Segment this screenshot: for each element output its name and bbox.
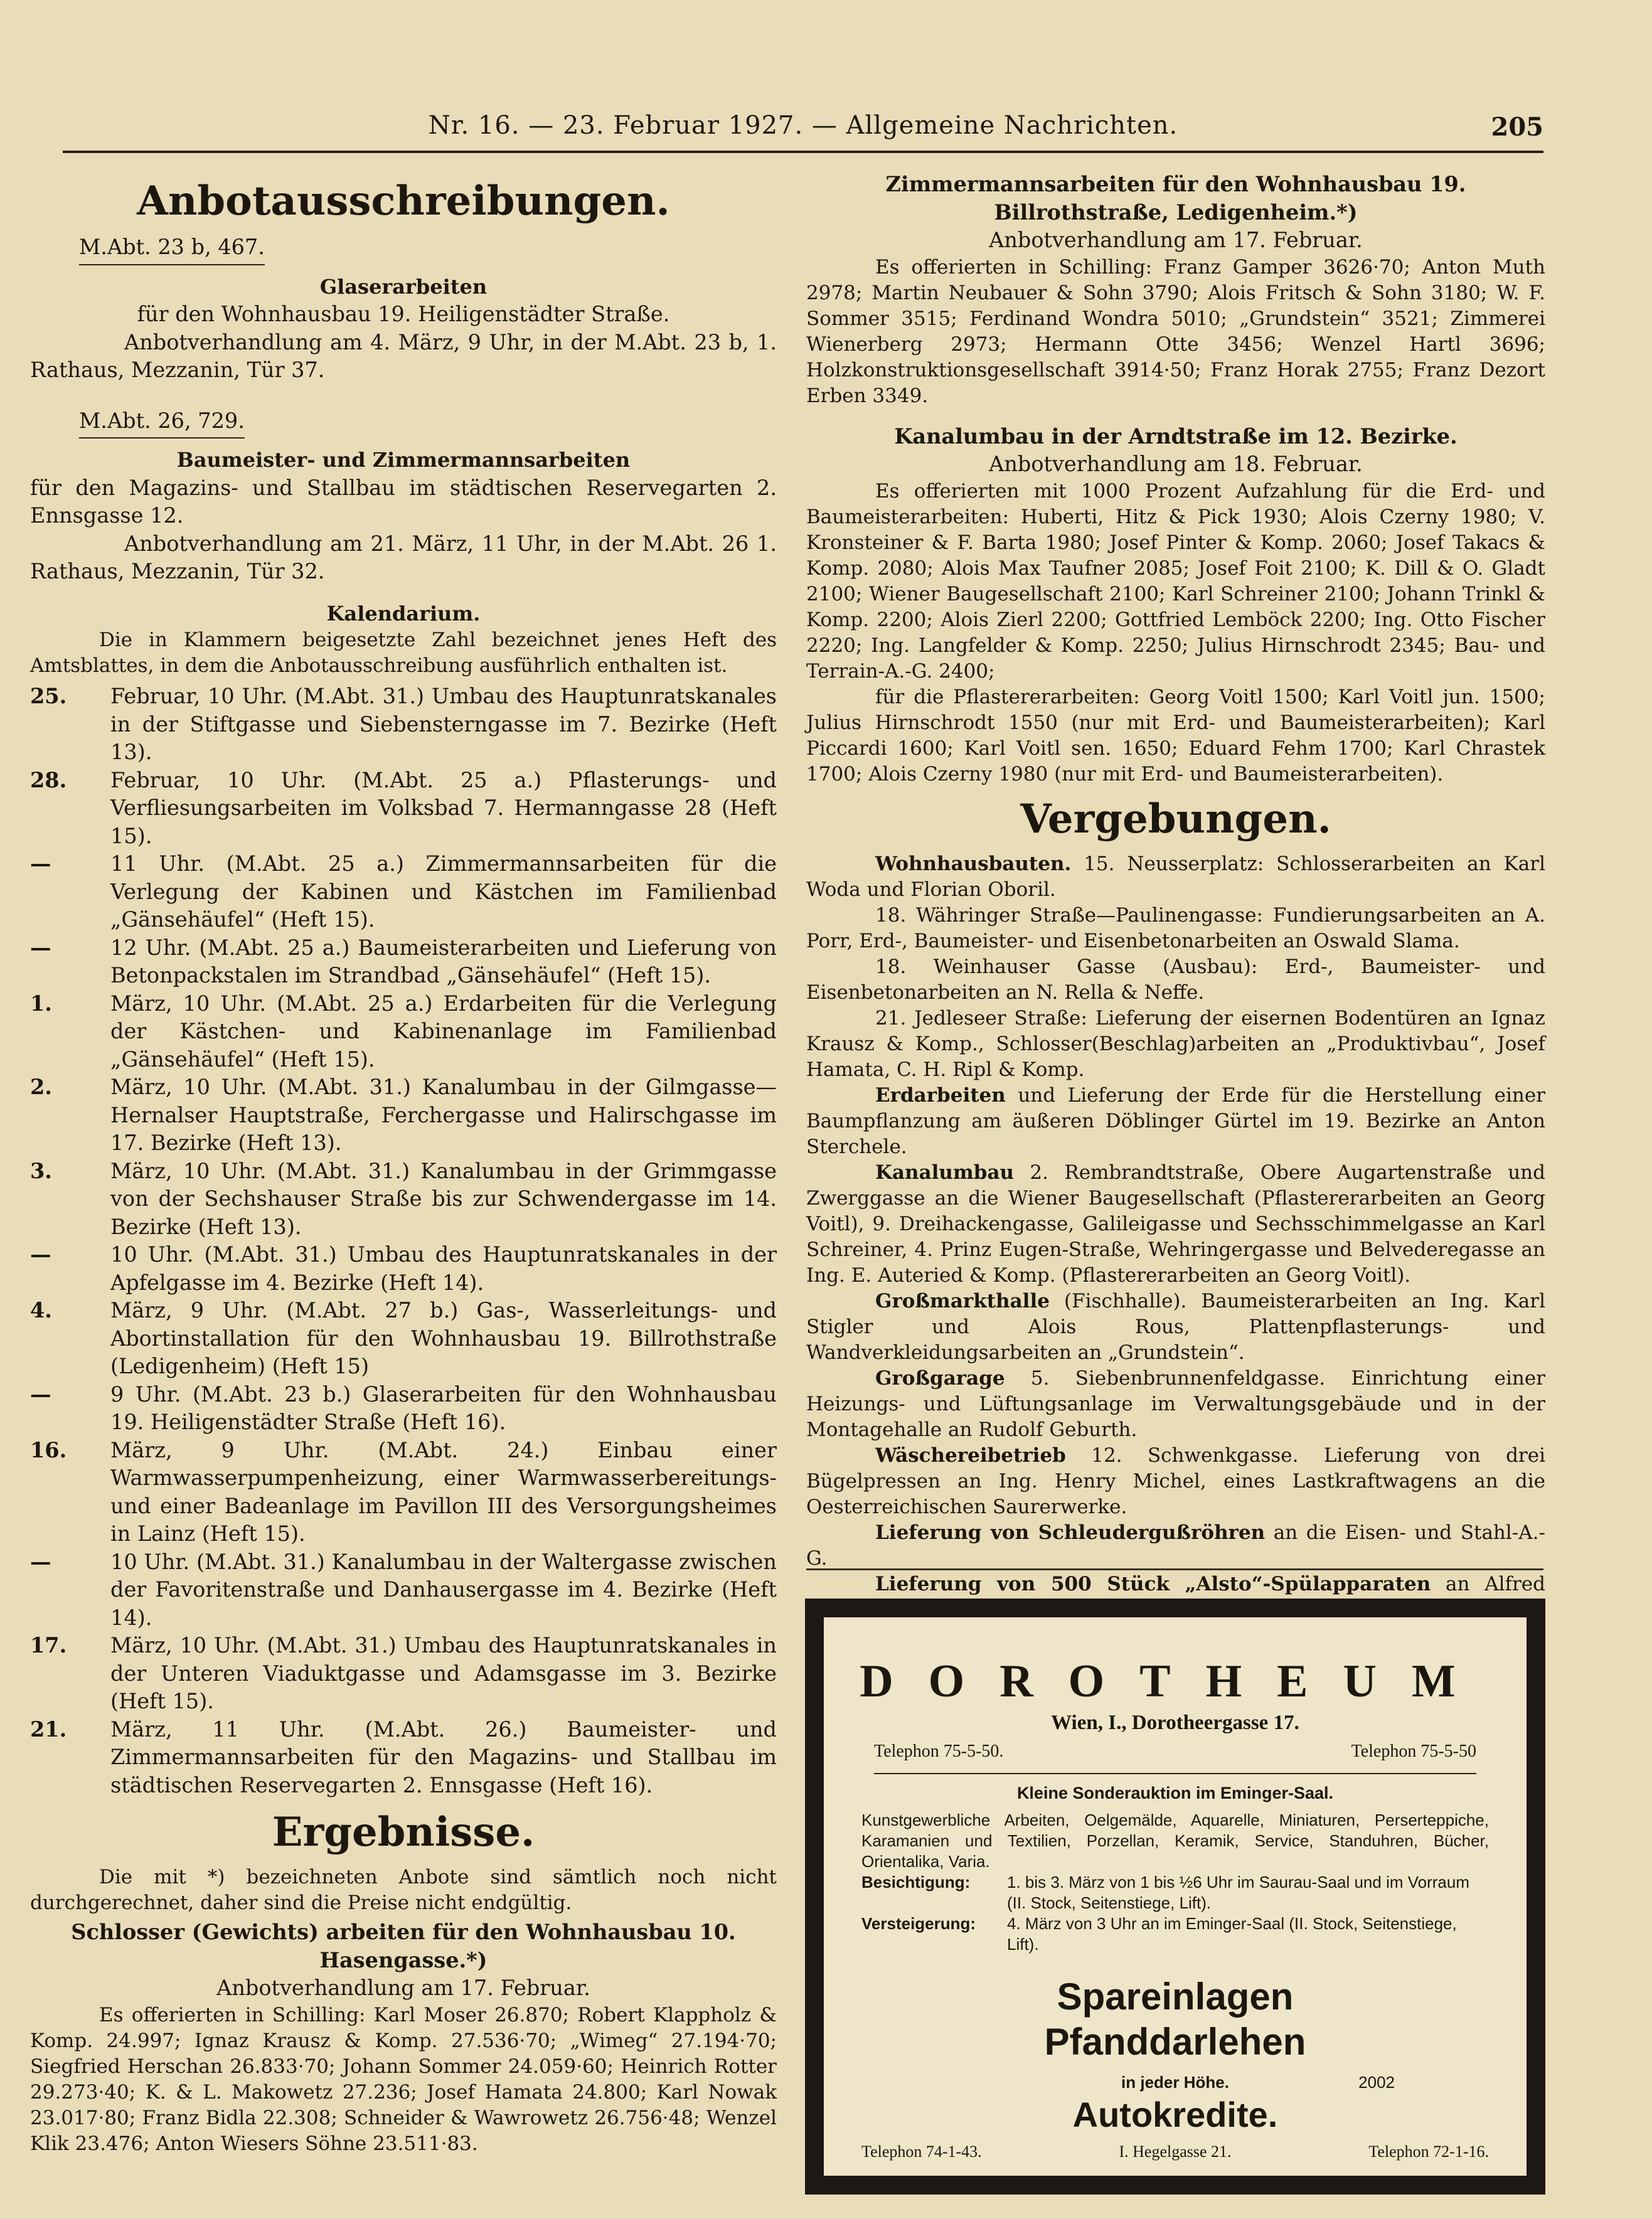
award-item (806, 954, 1545, 1006)
award-text: und Lieferung der Erde für die Herstellung einer Baumpflanzung am äußeren Döblinger Gürtel im 19. Bezirke an Anton Sterchele. (806, 1083, 1545, 1158)
tender1-text: Anbotverhandlung am 4. März, 9 Uhr, in der M.Abt. 23 b, 1. Rathaus, Mezzanin, Tür 37. (30, 329, 777, 382)
calendar-entry (30, 1157, 777, 1242)
left-column (30, 171, 777, 2157)
award-text: 18. Weinhauser Gasse (Ausbau): Erd-, Baumeister- und Eisenbetonarbeiten an N. Rella & Neffe. (806, 955, 1545, 1004)
advert-viewing-label: Besichtigung: (861, 1873, 971, 1892)
award-lead: Wohnhausbauten. (875, 852, 1072, 875)
award-lead: Wäschereibetrieb (875, 1444, 1066, 1467)
result1-heading: Schlosser (Gewichts) arbeiten für den Wohnhausbau 10. Hasengasse.*) (71, 1920, 736, 1972)
calendar-text: März, 11 Uhr. (M.Abt. 26.) Baumeister- und Zimmermannsarbeiten für den Magazins- und Stallbau im städtischen Reservegarten 2. Ennsgasse (Heft 16). (110, 1716, 777, 1797)
advert-auction-label: Versteigerung: (861, 1914, 976, 1933)
title-awards: Vergebungen. (1020, 795, 1331, 843)
calendar-entry (30, 1437, 777, 1548)
calendar-text: März, 9 Uhr. (M.Abt. 24.) Einbau einer Warmwasserpumpenheizung, einer Warmwasserbereitungs- und einer Badeanlage im Pavillon III des Versorgungsheimes in Lainz (Heft 15). (110, 1437, 777, 1546)
awards-list (806, 851, 1545, 1623)
award-lead: Lieferung von 500 Stück „Alsto“-Spülapparaten (875, 1572, 1431, 1595)
page-header (63, 104, 1543, 154)
award-lead: Lieferung von Schleudergußröhren (875, 1521, 1266, 1544)
calendar-text: März, 9 Uhr. (M.Abt. 27 b.) Gas-, Wasserleitungs- und Abortinstallation für den Wohnhausbau 19. Billrothstraße (Ledigenheim) (Heft 15) (110, 1298, 777, 1378)
calendar-entry (30, 683, 777, 767)
calendar-text: März, 10 Uhr. (M.Abt. 31.) Kanalumbau in der Gilmgasse—Hernalser Hauptstraße, Ferchergasse und Halirschgasse im 17. Bezirke (Heft 13). (110, 1075, 777, 1155)
calendar-heading: Kalendarium. (326, 601, 481, 625)
award-item (806, 1160, 1545, 1289)
award-item (806, 1006, 1545, 1083)
calendar-date: 2. (30, 1075, 52, 1099)
calendar-entry (30, 1297, 777, 1381)
calendar-date: — (30, 851, 51, 876)
calendar-entry (30, 990, 777, 1074)
title-results: Ergebnisse. (272, 1809, 535, 1856)
calendar-text: 10 Uhr. (M.Abt. 31.) Kanalumbau in der Waltergasse zwischen der Favoritenstraße und Danhausergasse im 4. Bezirke (Heft 14). (110, 1549, 777, 1630)
award-item (806, 1520, 1545, 1572)
advert-viewing-text: 1. bis 3. März von 1 bis ½6 Uhr im Saurau-Saal und im Vorraum (II. Stock, Seitenstiege, Lift). (1007, 1873, 1469, 1912)
award-text: 21. Jedleseer Straße: Lieferung der eisernen Bodentüren an Ignaz Krausz & Komp., Schlosser(Beschlag)arbeiten an „Produktivbau“, Josef Hamata, C. H. Ripl & Komp. (806, 1006, 1545, 1081)
tender1-line: für den Wohnhausbau 19. Heiligenstädter Straße. (137, 302, 670, 326)
calendar-entry (30, 1716, 777, 1800)
award-text: (Fischhalle). Baumeisterarbeiten an Ing. Karl Stigler und Alois Rous, Plattenpflasterungs- und Wandverkleidungsarbeiten an „Grundstein“. (806, 1289, 1545, 1364)
award-lead: Großgarage (875, 1366, 1005, 1390)
advert-pawn-loans: Pfanddarlehen (1044, 2021, 1306, 2063)
advert-phone-right: Telephon 75-5-50 (1351, 1742, 1476, 1761)
result1-line: Anbotverhandlung am 17. Februar. (216, 1976, 590, 2000)
calendar-date: 4. (30, 1298, 52, 1322)
calendar-date: 28. (30, 767, 67, 792)
calendar-entry (30, 767, 777, 851)
advert-auction-when: 4. März von 3 Uhr an im Eminger-Saal (II. Stock, Seitenstiege, Lift). (1007, 1914, 1457, 1954)
calendar-text: 9 Uhr. (M.Abt. 23 b.) Glaserarbeiten für den Wohnhausbau 19. Heiligenstädter Straße (Heft 16). (110, 1381, 777, 1434)
calendar-date: 17. (30, 1633, 67, 1658)
calendar-text: 10 Uhr. (M.Abt. 31.) Umbau des Hauptunratskanales in der Apfelgasse im 4. Bezirke (Heft 14). (110, 1242, 777, 1295)
tender1-ref: M.Abt. 23 b, 467. (79, 233, 265, 265)
calendar-text: März, 10 Uhr. (M.Abt. 31.) Umbau des Hauptunratskanales in der Unteren Viaduktgasse und Adamsgasse im 3. Bezirke (Heft 15). (110, 1633, 777, 1713)
calendar-date: — (30, 1381, 51, 1407)
advert-rule (806, 1568, 1543, 1570)
running-head: Nr. 16. — 23. Februar 1927. — Allgemeine Nachrichten. (428, 111, 1178, 140)
advert-foot-address: I. Hegelgasse 21. (1119, 2142, 1232, 2161)
header-rule (63, 151, 1543, 153)
advert-any-amount: in jeder Höhe. (1121, 2073, 1229, 2092)
advert-car-loans: Autokredite. (1072, 2095, 1278, 2134)
advert-auction-row (861, 1913, 1489, 1955)
award-text: 12. Schwenkgasse. Lieferung von drei Bügelpressen an Ing. Henry Michel, eines Lastkraftwagens an die Oesterreichischen Saurerwerke. (806, 1444, 1545, 1518)
advert-foot-phone-left: Telephon 74-1-43. (861, 2142, 982, 2161)
tender2-heading: Baumeister- und Zimmermannsarbeiten (176, 448, 631, 472)
tender2-ref: M.Abt. 26, 729. (79, 407, 245, 439)
calendar-date: 3. (30, 1158, 52, 1183)
calendar-text: März, 10 Uhr. (M.Abt. 25 a.) Erdarbeiten für die Verlegung der Kästchen- und Kabinenanlage im Familienbad „Gänsehäufel“ (Heft 15). (110, 991, 777, 1072)
calendar-entry (30, 934, 777, 990)
results-note: Die mit *) bezeichneten Anbote sind sämtlich noch nicht durchgerechnet, daher sind die Preise nicht endgültig. (30, 1866, 777, 1914)
award-item (806, 1443, 1545, 1520)
calendar-entry (30, 1073, 777, 1157)
title-tenders: Anbotausschreibungen. (137, 178, 670, 225)
tender1-heading: Glaserarbeiten (319, 274, 488, 299)
award-text: 5. Siebenbrunnenfeldgasse. Einrichtung einer Heizungs- und Lüftungsanlage im Verwaltungsgebäude und in der Montagehalle an Rudolf Geburth. (806, 1366, 1545, 1441)
tender2-line: für den Magazins- und Stallbau im städtischen Reservegarten 2. Ennsgasse 12. (30, 475, 777, 528)
award-item (806, 1083, 1545, 1160)
calendar-text: 12 Uhr. (M.Abt. 25 a.) Baumeisterarbeiten und Lieferung von Betonpackstalen im Strandbad „Gänsehäufel“ (Heft 15). (110, 935, 777, 987)
result2-text: Es offerierten in Schilling: Franz Gamper 3626·70; Anton Muth 2978; Martin Neubauer & Sohn 3790; Alois Fritsch & Sohn 3180; W. F. Sommer 3515; Ferdinand Wondra 5010; „Grundstein“ 3521; Zimmerei Wienerberg 2973; Hermann Otte 3456; Wenzel Hartl 3696; Holzkonstruktionsgesellschaft 3914·50; Franz Horak 2755; Franz Dezort Erben 3349. (806, 255, 1545, 407)
calendar-intro: Die in Klammern beigesetzte Zahl bezeichnet jenes Heft des Amtsblattes, in dem die Anbotausschreibung ausführlich enthalten ist. (30, 629, 777, 677)
calendar-date: 21. (30, 1716, 67, 1742)
calendar-date: 1. (30, 991, 52, 1016)
award-text: 15. Neusserplatz: Schlosserarbeiten an Karl Woda und Florian Oboril. (806, 852, 1545, 901)
advert-phone-left: Telephon 75-5-50. (874, 1742, 1004, 1761)
award-text: an Alfred (1446, 1572, 1545, 1595)
right-column (806, 171, 1545, 1623)
calendar-text: Februar, 10 Uhr. (M.Abt. 25 a.) Pflasterungs- und Verfliesungsarbeiten im Volksbad 7. Hermanngasse 28 (Heft 15). (110, 767, 777, 848)
page-number: 205 (1491, 112, 1543, 142)
calendar-date: 25. (30, 684, 67, 708)
calendar-list (30, 683, 777, 1799)
result2-line: Anbotverhandlung am 17. Februar. (989, 228, 1363, 252)
award-lead: Kanalumbau (875, 1161, 1015, 1184)
advert-address: Wien, I., Dorotheergasse 17. (1051, 1711, 1299, 1734)
advert-auction-block (861, 1783, 1489, 1955)
calendar-entry (30, 1381, 777, 1437)
award-text: 18. Währinger Straße—Paulinengasse: Fundierungsarbeiten an A. Porr, Erd-, Baumeister- und Eisenbetonarbeiten an Oswald Slama. (806, 903, 1545, 952)
calendar-date: 16. (30, 1437, 67, 1462)
calendar-entry (30, 850, 777, 934)
award-item (806, 903, 1545, 954)
award-item (806, 1289, 1545, 1366)
advert-number: 2002 (1358, 2073, 1395, 2092)
advert-savings: Spareinlagen (1057, 1976, 1294, 2018)
tender2-text: Anbotverhandlung am 21. März, 11 Uhr, in der M.Abt. 26 1. Rathaus, Mezzanin, Tür 32. (30, 531, 777, 583)
award-text: an die Eisen- und Stahl-A.-G. (806, 1521, 1545, 1570)
advert-auction-title: Kleine Sonderauktion im Eminger-Saal. (1016, 1784, 1334, 1802)
advert-panel (824, 1617, 1527, 2176)
award-lead: Großmarkthalle (875, 1289, 1050, 1312)
result3-text1: Es offerierten mit 1000 Prozent Aufzahlung für die Erd- und Baumeisterarbeiten: Huberti, Hitz & Pick 1930; Alois Czerny 1980; V. Kronsteiner & F. Barta 1980; Josef Pinter & Komp. 2060; Josef Takacs & Komp. 2080; Alois Max Taufner 2085; Josef Foit 2100; K. Dill & O. Gladt 2100; Wiener Baugesellschaft 2100; Karl Schreiner 2100; Johann Trinkl & Komp. 2200; Alois Zierl 2200; Gottfried Lemböck 2200; Ing. Otto Fischer 2220; Ing. Langfelder & Komp. 2250; Julius Hirnschrodt 2345; Bau- und Terrain-A.-G. 2400; (806, 479, 1545, 683)
result2-heading: Zimmermannsarbeiten für den Wohnhausbau 19. Billrothstraße, Ledigenheim.*) (885, 172, 1466, 225)
award-item (806, 851, 1545, 903)
advert-title: DOROTHEUM (860, 1656, 1491, 1707)
calendar-text: 11 Uhr. (M.Abt. 25 a.) Zimmermannsarbeiten für die Verlegung der Kabinen und Kästchen im Familienbad „Gänsehäufel“ (Heft 15). (110, 851, 777, 932)
advert-foot-phone-right: Telephon 72-1-16. (1368, 2142, 1489, 2161)
advert-viewing-row (861, 1872, 1489, 1913)
result3-text2: für die Pflastererarbeiten: Georg Voitl 1500; Karl Voitl jun. 1500; Julius Hirnschrodt 1550 (nur mit Erd- und Baumeisterarbeiten); Karl Piccardi 1600; Karl Voitl sen. 1650; Eduard Fehm 1700; Karl Chrastek 1700; Alois Czerny 1980 (nur mit Erd- und Baumeisterarbeiten). (806, 685, 1545, 785)
result3-heading: Kanalumbau in der Arndtstraße im 12. Bezirke. (894, 423, 1457, 449)
award-text: 2. Rembrandtstraße, Obere Augartenstraße und Zwerggasse an die Wiener Baugesellschaft (Pflastererarbeiten an Georg Voitl), 9. Dreihackengasse, Galileigasse und Sechsschimmelgasse an Karl Schreiner, 4. Prinz Eugen-Straße, Wehringergasse und Belvederegasse an Ing. E. Auteried & Komp. (Pflastererarbeiten an Georg Voitl). (806, 1161, 1545, 1287)
calendar-entry (30, 1241, 777, 1297)
result3-line: Anbotverhandlung am 18. Februar. (989, 452, 1363, 476)
calendar-date: — (30, 1549, 51, 1574)
calendar-text: März, 10 Uhr. (M.Abt. 31.) Kanalumbau in der Grimmgasse von der Sechshauser Straße bis zur Schwendergasse im 14. Bezirke (Heft 13). (110, 1158, 777, 1239)
calendar-text: Februar, 10 Uhr. (M.Abt. 31.) Umbau des Hauptunratskanales in der Stiftgasse und Siebensterngasse im 7. Bezirke (Heft 13). (110, 684, 777, 764)
dorotheum-advertisement (805, 1599, 1545, 2195)
result1-text: Es offerierten in Schilling: Karl Moser 26.870; Robert Klappholz & Komp. 24.997; Ignaz Krausz & Komp. 27.536·70; „Wimeg“ 27.194·70; Siegfried Herschan 26.833·70; Johann Sommer 24.059·60; Heinrich Rotter 29.273·40; K. & L. Makowetz 27.236; Josef Hamata 24.800; Karl Nowak 23.017·80; Franz Bidla 22.308; Schneider & Wawrowetz 26.756·48; Wenzel Klik 23.476; Anton Wiesers Söhne 23.511·83. (30, 2003, 777, 2155)
advert-auction-text: Kunstgewerbliche Arbeiten, Oelgemälde, Aquarelle, Miniaturen, Perserteppiche, Karamanien und Textilien, Porzellan, Keramik, Service, Standuhren, Bücher, Orientalika, Varia. (861, 1811, 1489, 1871)
award-item (806, 1366, 1545, 1443)
advert-divider (874, 1773, 1476, 1774)
calendar-date: — (30, 935, 51, 960)
calendar-date: — (30, 1242, 51, 1267)
award-lead: Erdarbeiten (875, 1083, 1006, 1107)
calendar-entry (30, 1548, 777, 1632)
calendar-entry (30, 1632, 777, 1716)
